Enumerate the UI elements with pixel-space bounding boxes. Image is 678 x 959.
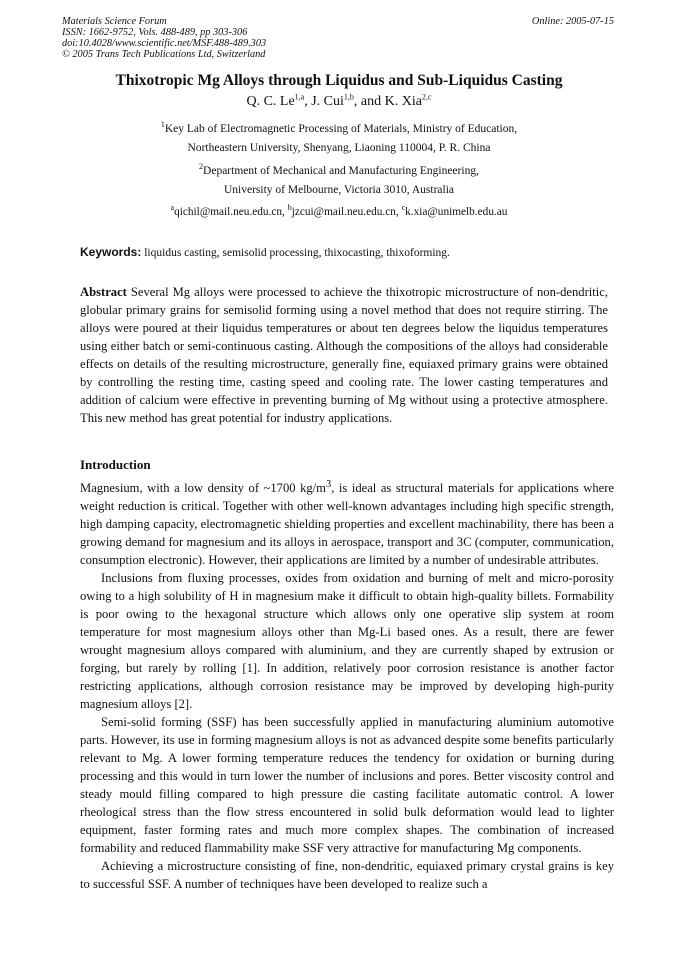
affiliation-sup: 2 (199, 162, 204, 172)
email-address: qichil@mail.neu.edu.cn, (174, 206, 288, 218)
paragraph: Semi-solid forming (SSF) has been successfully applied in manufacturing aluminium automotive parts. However, its use in forming magnesium alloys is not as advanced despite some benefits particularly relevant to Mg. A lower forming temperature reduces the tendency for oxidation or burning during processing and this would in turn lower the number of inclusions and pores. Better viscosity control and steady mould filling compared to high pressure die casting facilitate automatic control. A lower rheological stress than the flow stress encountered in solid bulk deformation would lead to lighter equipment, faster forming rates and much more complex shapes. The combination of increased formability and reduced flammability make SSF very attractive for manufacturing Mg components. (80, 715, 614, 855)
email-address: k.xia@unimelb.edu.au (405, 206, 508, 218)
online-date: Online: 2005-07-15 (531, 16, 614, 27)
paragraph-text: , is ideal as structural materials for applications where weight reduction is critical. Together with other well-known advantages including high specific strength, high damping capacity, electromagnetic shielding properties and excellent machinability, there has been a growing demand for magnesium and its alloys in aerospace, transport and 3C (computer, communication, consumption electronic). However, their applications are limited by a number of undesirable attributes. (80, 481, 615, 567)
section-heading-introduction: Introduction (80, 457, 151, 472)
email-address: jzcui@mail.neu.edu.cn, (291, 206, 402, 218)
email-sup: c (401, 203, 406, 213)
superscript: 3 (325, 478, 332, 490)
affiliation-2 (0, 162, 678, 200)
author-sup: 2,c (421, 92, 432, 102)
affiliation-line: Key Lab of Electromagnetic Processing of Materials, Ministry of Education, (164, 123, 518, 135)
email-sup: a (170, 203, 175, 213)
author-name: J. Cui (311, 94, 344, 109)
introduction-body (80, 479, 614, 893)
keywords (80, 245, 620, 259)
journal-name: Materials Science Forum (62, 16, 167, 27)
author-name: K. Xia (384, 94, 422, 109)
keywords-label: Keywords: (80, 245, 142, 259)
paragraph-text: Magnesium, with a low density of ~1700 kg/m (80, 481, 326, 495)
paragraph: Inclusions from fluxing processes, oxides from oxidation and burning of melt and micro-porosity owing to a high solubility of H in magnesium make it difficult to obtain high-quality billets. Formability is poor owing to the hexagonal structure which allows only one operative slip system at room temperature for most magnesium alloys other than Mg-Li based ones. As a result, there are fewer wrought magnesium alloys compared with aluminium, and they are currently shaped by extrusion or forging, but rarely by rolling [1]. In addition, relatively poor corrosion resistance is another factor restricting applications, although corrosion resistance may be improved by developing high-purity magnesium alloys [2]. (80, 571, 614, 711)
author-sep: , and (353, 94, 385, 109)
email-list (0, 203, 678, 218)
author-sup: 1,b (343, 92, 354, 102)
author-list (0, 94, 678, 110)
email-sup: b (287, 203, 292, 213)
abstract-label: Abstract (80, 285, 127, 299)
affiliation-sup: 1 (160, 120, 165, 130)
issn-line: ISSN: 1662-9752, Vols. 488-489, pp 303-306 (62, 27, 248, 38)
paper-title: Thixotropic Mg Alloys through Liquidus and Sub-Liquidus Casting (115, 72, 563, 89)
keywords-text: liquidus casting, semisolid processing, thixocasting, thixoforming. (141, 247, 450, 259)
author-name: Q. C. Le (246, 94, 295, 109)
paragraph (80, 479, 614, 569)
abstract (80, 283, 608, 427)
paragraph: Achieving a microstructure consisting of fine, non-dendritic, equiaxed primary crystal grains is key to successful SSF. A number of techniques have been developed to realize such a (80, 859, 614, 891)
author-sup: 1,a (294, 92, 305, 102)
abstract-text: Several Mg alloys were processed to achieve the thixotropic microstructure of non-dendritic, globular primary grains for semisolid forming using a novel method that does not require stirring. The alloys were poured at their liquidus temperatures or about ten degrees below the liquidus temperatures using either batch or semi-continuous casting. Although the compositions of the alloys had considerable effects on details of the resulting microstructure, generally fine, equiaxed primary grains were obtained by controlling the resting time, casting speed and cooling rate. The lower casting temperatures and addition of calcium were effective in preventing burning of Mg without using a protective atmosphere. This new method has great potential for industry applications. (80, 285, 608, 425)
doi-line: doi:10.4028/www.scientific.net/MSF.488-489.303 (62, 38, 267, 49)
affiliation-line: Northeastern University, Shenyang, Liaoning 110004, P. R. China (187, 142, 491, 154)
affiliation-1 (0, 120, 678, 158)
copyright-line: © 2005 Trans Tech Publications Ltd, Switzerland (62, 49, 266, 60)
affiliation-line: Department of Mechanical and Manufacturing Engineering, (203, 165, 479, 177)
author-sep: , (304, 94, 312, 109)
affiliation-line: University of Melbourne, Victoria 3010, Australia (223, 184, 454, 196)
journal-header (62, 16, 266, 60)
